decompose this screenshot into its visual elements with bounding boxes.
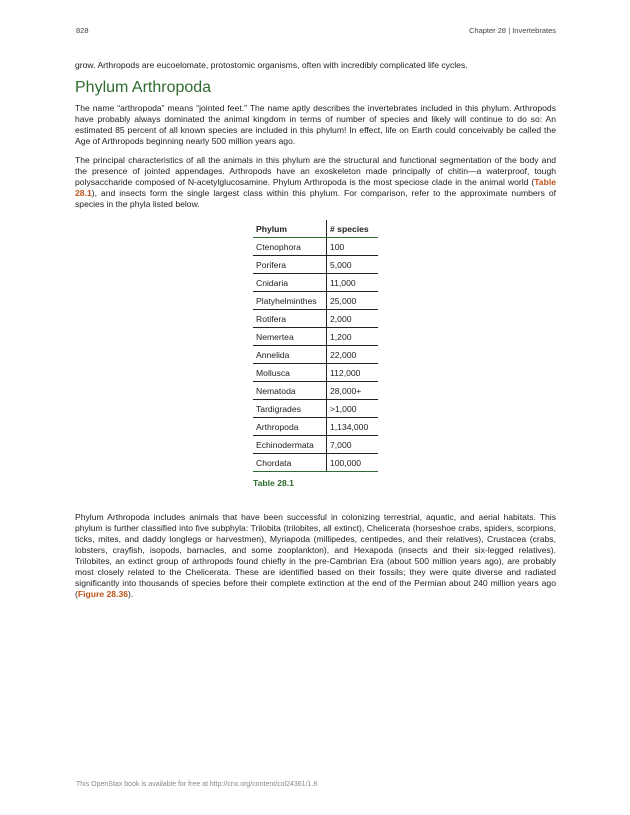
phylum-cell: Tardigrades: [253, 400, 327, 418]
species-cell: 112,000: [327, 364, 379, 382]
species-cell: 28,000+: [327, 382, 379, 400]
phylum-cell: Ctenophora: [253, 238, 327, 256]
table-header-row: [253, 220, 378, 238]
table-row: [253, 436, 378, 454]
phylum-cell: Cnidaria: [253, 274, 327, 292]
paragraph-3-text-b: ).: [128, 589, 134, 599]
header-phylum: Phylum: [253, 220, 327, 238]
table-row: [253, 418, 378, 436]
table-row: [253, 238, 378, 256]
table-link[interactable]: Table 28.1: [75, 177, 556, 198]
table-row: [253, 454, 378, 472]
paragraph-3: [75, 512, 556, 600]
phylum-cell: Rotifera: [253, 310, 327, 328]
species-cell: 22,000: [327, 346, 379, 364]
table-row: [253, 328, 378, 346]
table-row: [253, 400, 378, 418]
section-title: Phylum Arthropoda: [75, 79, 212, 96]
header-species: # species: [327, 220, 379, 238]
main-content: [75, 60, 556, 608]
figure-link[interactable]: Figure 28.36: [77, 589, 129, 599]
species-cell: 100,000: [327, 454, 379, 472]
phylum-cell: Annelida: [253, 346, 327, 364]
page-footer: This OpenStax book is available for free at http://cnx.org/content/col24361/1.8: [76, 781, 318, 788]
species-cell: 2,000: [327, 310, 379, 328]
species-cell: 11,000: [327, 274, 379, 292]
species-cell: 7,000: [327, 436, 379, 454]
paragraph-2: [75, 155, 556, 210]
paragraph-3-text-a: Phylum Arthropoda includes animals that have been successful in colonizing terrestrial, aquatic, and aerial habitats. This phylum is further classified into five subphyla: Trilobita (trilobites, all extinct), Chelicerata (horseshoe crabs, spiders, scorpions, ticks, mites, and daddy longlegs or harvestmen), Myriapoda (millipedes, centipedes, and their relatives), Crustacea (crabs, lobsters, crayfish, isopods, barnacles, and some zooplankton), and Hexapoda (insects and their six-legged relatives). Trilobites, an extinct group of arthropods found chiefly in the pre-Cambrian Era (about 500 million years ago), are probably most closely related to the Chelicerata. These are identified based on their fossils; they were quite diverse and radiated significantly into thousands of species before their complete extinction at the end of the Permian about 240 million years ago (: [75, 512, 556, 599]
phylum-cell: Arthropoda: [253, 418, 327, 436]
species-cell: 25,000: [327, 292, 379, 310]
table-row: [253, 292, 378, 310]
page-number: 828: [76, 26, 89, 35]
chapter-title: Chapter 28 | Invertebrates: [469, 26, 556, 35]
table-row: [253, 274, 378, 292]
species-cell: 100: [327, 238, 379, 256]
phylum-cell: Mollusca: [253, 364, 327, 382]
phylum-cell: Nematoda: [253, 382, 327, 400]
table-row: [253, 364, 378, 382]
species-cell: 5,000: [327, 256, 379, 274]
species-cell: >1,000: [327, 400, 379, 418]
paragraph-2-text-a: The principal characteristics of all the animals in this phylum are the structural and functional segmentation of the body and the presence of jointed appendages. Arthropods have an exoskeleton made principally of chitin—a waterproof, tough polysaccharide composed of N-acetylglucosamine. Phylum Arthropoda is the most speciose clade in the animal world (: [75, 155, 556, 187]
table-row: [253, 256, 378, 274]
phylum-cell: Chordata: [253, 454, 327, 472]
phyla-table: [253, 220, 378, 472]
species-cell: 1,200: [327, 328, 379, 346]
table-row: [253, 382, 378, 400]
phylum-cell: Echinodermata: [253, 436, 327, 454]
phylum-cell: Nemertea: [253, 328, 327, 346]
phylum-cell: Porifera: [253, 256, 327, 274]
species-cell: 1,134,000: [327, 418, 379, 436]
table-row: [253, 346, 378, 364]
paragraph-2-text-b: ), and insects form the single largest class within this phylum. For comparison, refer to the approximate numbers of species in the phyla listed below.: [75, 188, 556, 209]
phylum-cell: Platyhelminthes: [253, 292, 327, 310]
table-row: [253, 310, 378, 328]
paragraph-1: The name “arthropoda” means “jointed feet.” The name aptly describes the invertebrates included in this phylum. Arthropods have probably always dominated the animal kingdom in terms of number of species and likely will continue to do so: An estimated 85 percent of all known species are included in this phylum! In effect, life on Earth could conceivably be called the Age of Arthropods beginning nearly 500 million years ago.: [75, 103, 556, 146]
table-caption: Table 28.1: [253, 478, 294, 488]
intro-paragraph: grow. Arthropods are eucoelomate, protostomic organisms, often with incredibly complicated life cycles.: [75, 60, 468, 70]
